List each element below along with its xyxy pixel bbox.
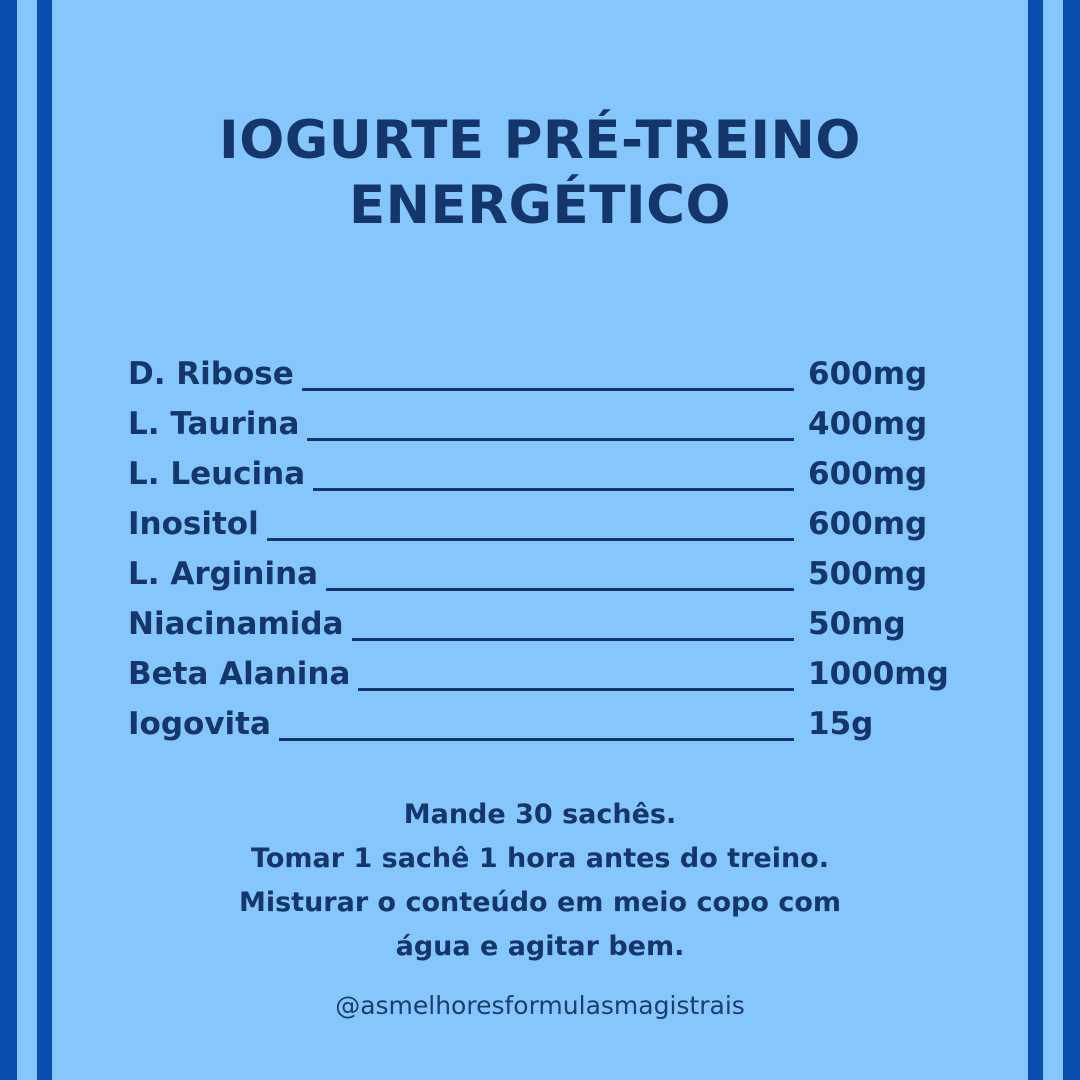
ingredient-name: Niacinamida [128, 606, 344, 642]
ingredient-row [128, 702, 988, 752]
ingredient-dose: 15g [808, 706, 874, 742]
leader-line [326, 588, 794, 591]
ingredient-list [128, 352, 988, 752]
leader-line [313, 488, 794, 491]
ingredient-name: Beta Alanina [128, 656, 351, 692]
ingredient-row [128, 552, 988, 602]
ingredient-dose: 600mg [808, 456, 928, 492]
ingredient-dose: 600mg [808, 506, 928, 542]
ingredient-row [128, 652, 988, 702]
ingredient-name: Iogovita [128, 706, 271, 742]
instruction-line-3: Misturar o conteúdo em meio copo com [238, 887, 842, 918]
ingredient-dose: 400mg [808, 406, 928, 442]
ingredient-row [128, 352, 988, 402]
title-line-1: IOGURTE PRÉ-TREINO [219, 110, 861, 171]
usage-instructions [0, 793, 1080, 969]
ingredient-dose: 600mg [808, 356, 928, 392]
leader-line [267, 538, 794, 541]
leader-line [302, 388, 794, 391]
ingredient-name: L. Leucina [128, 456, 306, 492]
ingredient-dose: 50mg [808, 606, 906, 642]
instruction-line-4: água e agitar bem. [395, 931, 685, 962]
ingredient-row [128, 502, 988, 552]
social-handle: @asmelhoresformulasmagistrais [335, 991, 745, 1020]
leader-line [358, 688, 794, 691]
ingredient-row [128, 452, 988, 502]
ingredient-name: D. Ribose [128, 356, 294, 392]
ingredient-dose: 1000mg [808, 656, 949, 692]
leader-line [279, 738, 794, 741]
ingredient-name: L. Taurina [128, 406, 300, 442]
ingredient-row [128, 602, 988, 652]
ingredient-name: L. Arginina [128, 556, 319, 592]
instruction-line-2: Tomar 1 sachê 1 hora antes do treino. [251, 843, 829, 874]
ingredient-dose: 500mg [808, 556, 928, 592]
page-title [0, 108, 1080, 238]
title-line-2: ENERGÉTICO [348, 175, 732, 236]
ingredient-name: Inositol [128, 506, 259, 542]
leader-line [307, 438, 794, 441]
ingredient-row [128, 402, 988, 452]
instruction-line-1: Mande 30 sachês. [403, 799, 677, 830]
leader-line [352, 638, 794, 641]
